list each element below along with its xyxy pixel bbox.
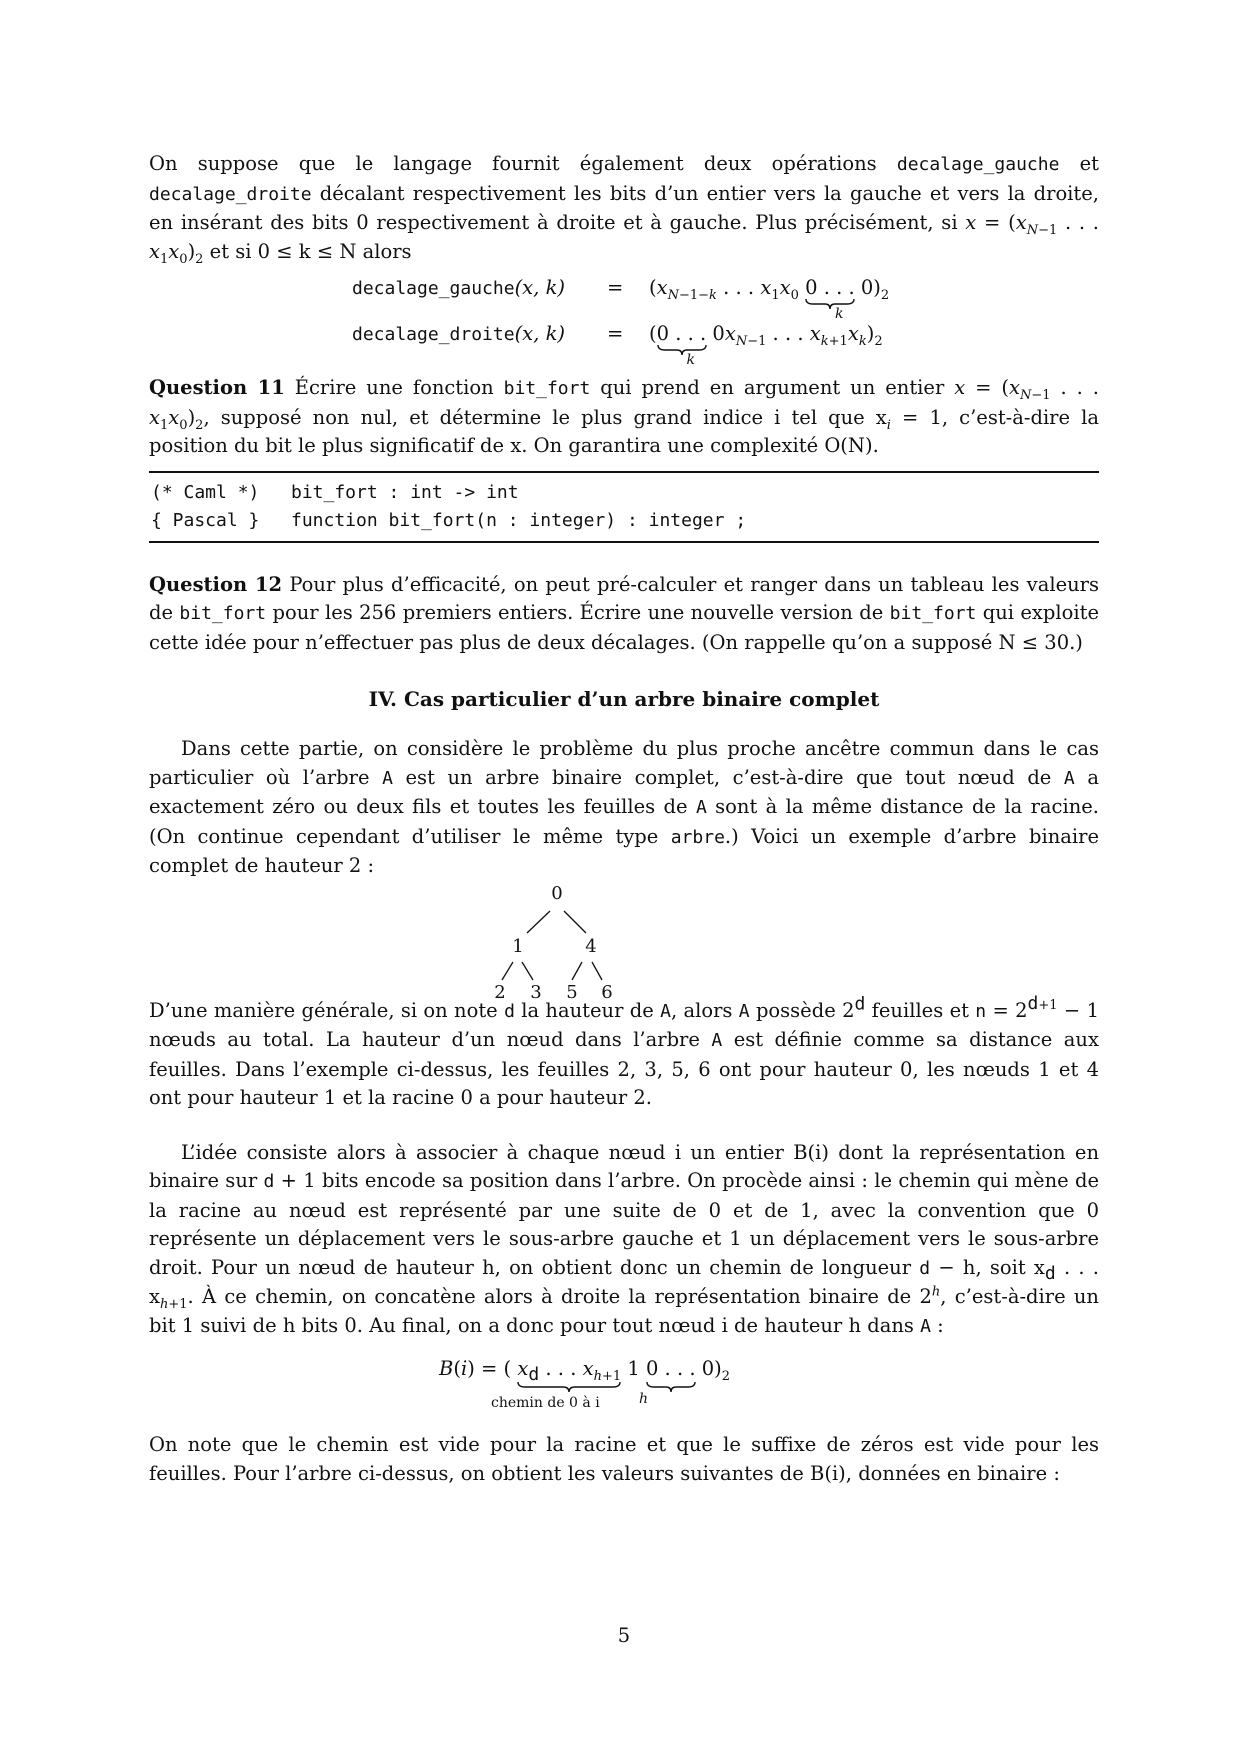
document-page — [149, 150, 1099, 1647]
signature-pascal: { Pascal } function bit_fort(n : integer) : integer ; — [151, 509, 747, 531]
brace-label-path: chemin de 0 à i — [491, 1395, 600, 1411]
question-12: Question 12 Pour plus d’efficacité, on peut pré-calculer et ranger dans un tableau les valeurs de bit_fort pour les 256 premiers entiers. Écrire une nouvelle version de bit_fort qui exploite cette idée pour n’effectuer pas plus de deux décalages. (On rappelle qu’on a supposé N ≤ 30.) — [149, 572, 1099, 654]
eq1-rhs: ($x_{N-1-k}$ . . . $x_1x_0$ 0 . . . 0 k )$_2$ — [649, 276, 890, 322]
tree-node-2: 2 — [494, 981, 506, 1003]
brace-label-h: h — [639, 1391, 649, 1407]
section-paragraph-1: Dans cette partie, on considère le problème du plus proche ancêtre commun dans le cas particulier où l’arbre A est un arbre binaire complet, c’est-à-dire que tout nœud de A a exactement zéro ou deux fils et toutes les feuilles de A sont à la même distance de la racine. (On continue cependant d’utiliser le même type arbre.) Voici un exemple d’arbre binaire complet de hauteur 2 : — [149, 737, 1099, 877]
section-title: IV. Cas particulier d’un arbre binaire complet — [368, 687, 880, 711]
section-paragraph-3: L’idée consiste alors à associer à chaque nœud i un entier B(i) dont la représentation en binaire sur d + 1 bits encode sa position dans l’arbre. On procède ainsi : le chemin qui mène de la racine au nœud est représenté par une suite de 0 et de 1, avec la convention que 0 représente un déplacement vers le sous-arbre gauche et 1 un déplacement vers le sous-arbre droit. Pour un nœud de hauteur h, on obtient donc un chemin de longueur d − h, soit $x_d$ . . . $x_{h+1}$. À ce chemin, on concatène alors à droite la représentation binaire de 2$^h$, c’est-à-dire un bit 1 suivi de h bits 0. Au final, on a donc pour tout nœud i de hauteur h dans A : — [149, 1140, 1099, 1337]
section-paragraph-4: On note que le chemin est vide pour la racine et que le suffixe de zéros est vide pour les feuilles. Pour l’arbre ci-dessus, on obtient les valeurs suivantes de B(i), données en binaire : — [149, 1433, 1099, 1485]
underbrace-k: 0 . . . 0 k — [805, 276, 874, 322]
intro-paragraph: On suppose que le langage fournit également deux opérations decalage_gauche et decalage_droite décalant respectivement les bits d’un entier vers la gauche et vers la droite, en insérant des bits 0 respectivement à droite et à gauche. Plus précisément, si $x = (x_{N-1}$ . . . $x_1x_0)_2$ et si 0 ≤ k ≤ N alors — [149, 152, 1099, 267]
tree-node-0: 0 — [551, 882, 563, 904]
tree-node-3: 3 — [530, 981, 542, 1003]
eq1-lhs: decalage_gauche(x, k) — [352, 276, 565, 299]
signature-caml: (* Caml *) bit_fort : int -> int — [151, 481, 519, 503]
op-decalage-droite: decalage_droite — [149, 183, 312, 205]
question-11: Question 11 Écrire une fonction bit_fort qui prend en argument un entier $x = (x_{N-1}$ . . . $x_1x_0)_2$, supposé non nul, et détermine le plus grand indice i tel que $x_i = 1$, c’est-à-dire la position du bit le plus significatif de x. On garantira une complexité O(N). — [149, 376, 1099, 457]
tree-node-6: 6 — [601, 981, 613, 1003]
tree-node-1: 1 — [512, 935, 524, 957]
binary-tree-figure — [149, 881, 1099, 1003]
page-number: 5 — [617, 1624, 631, 1647]
underbrace-k-2: 0 . . . 0 k — [656, 322, 725, 368]
op-decalage-gauche: decalage_gauche — [896, 154, 1060, 175]
tree-node-4: 4 — [585, 935, 597, 957]
signature-box — [149, 471, 1099, 543]
decalage-equations: decalage_gauche(x, k) = ($x_{N-1-k}$ . . . $x_1x_0$ 0 . . . 0 k )$_2$ decalage_droite(x, k) = (0 . . . 0 k $x_{N-1}$ . . . $x_{k+1}x_k)_2$ — [352, 276, 890, 368]
eq2-lhs: decalage_droite(x, k) — [352, 322, 565, 345]
binary-encoding-equation: B(i) = ( $x_d$ . . . $x_{h+1}$ 1 0 . . . 0 )$_2$ chemin de 0 à i h — [439, 1357, 731, 1411]
eq2-rhs: (0 . . . 0 k $x_{N-1}$ . . . $x_{k+1}x_k)_2$ — [649, 322, 883, 368]
tree-node-5: 5 — [566, 981, 578, 1003]
section-paragraph-2: D’une manière générale, si on note d la hauteur de A, alors A possède 2$^d$ feuilles et $n = 2^{d+1} - 1$ nœuds au total. La hauteur d’un nœud dans l’arbre A est définie comme sa distance aux feuilles. Dans l’exemple ci-dessus, les feuilles 2, 3, 5, 6 ont pour hauteur 0, les nœuds 1 et 4 ont pour hauteur 1 et la racine 0 a pour hauteur 2. — [149, 993, 1099, 1109]
